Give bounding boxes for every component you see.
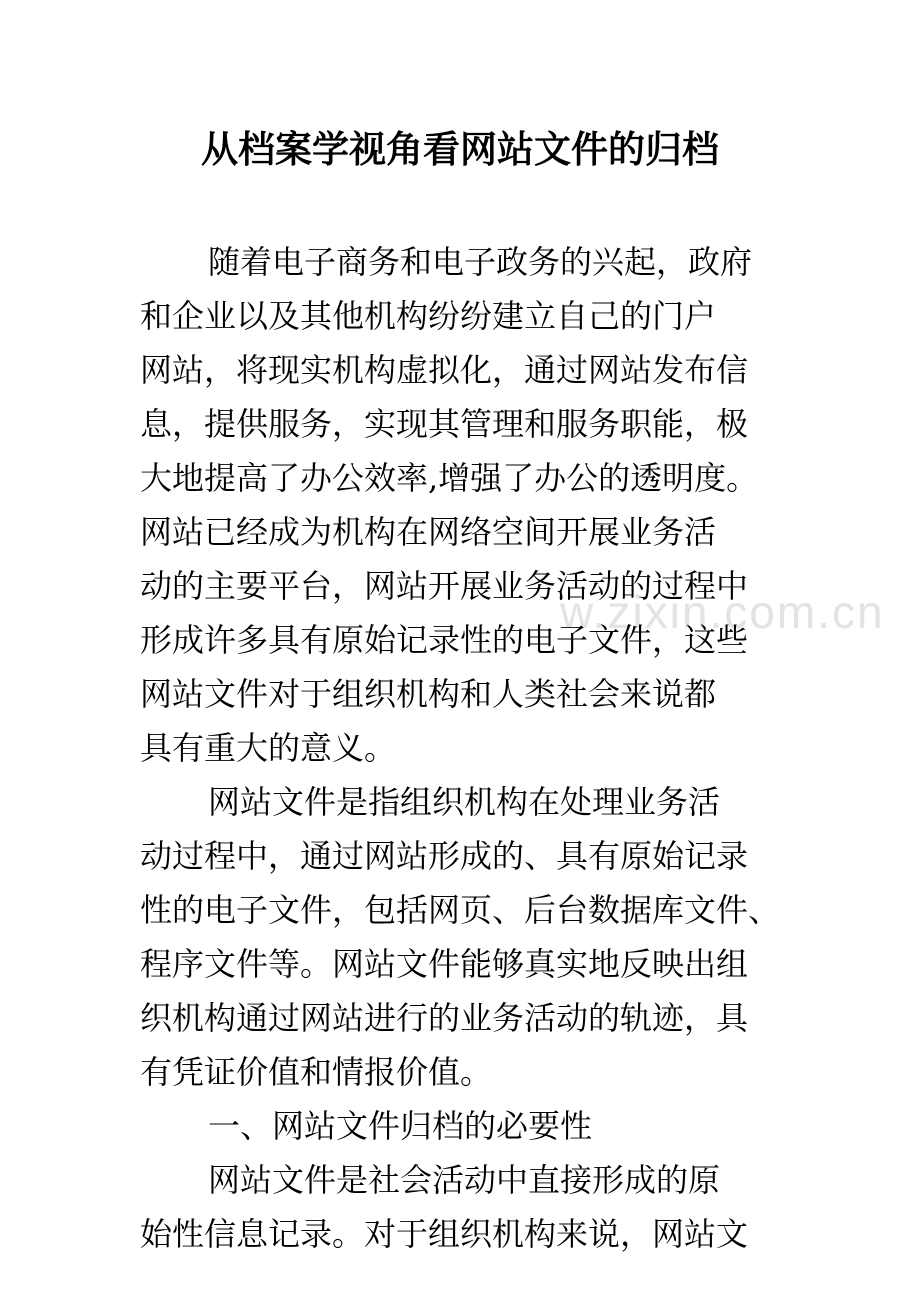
document-title: 从档案学视角看网站文件的归档 [201, 127, 719, 171]
paragraph-3-line-1: 网站文件是社会活动中直接形成的原 [208, 1161, 721, 1199]
paragraph-1-line-9: 网站文件对于组织机构和人类社会来说都 [140, 675, 717, 713]
paragraph-2-line-6: 有凭证价值和情报价值。 [140, 1053, 493, 1091]
paragraph-1-line-10: 具有重大的意义。 [140, 729, 397, 767]
paragraph-2-line-2: 动过程中，通过网站形成的、具有原始记录 [140, 837, 749, 875]
paragraph-3-line-2: 始性信息记录。对于组织机构来说，网站文 [140, 1215, 749, 1253]
paragraph-1-line-4: 息，提供服务，实现其管理和服务职能，极 [140, 405, 749, 443]
paragraph-1-line-1: 随着电子商务和电子政务的兴起，政府 [208, 243, 753, 281]
paragraph-2-line-5: 织机构通过网站进行的业务活动的轨迹，具 [140, 999, 749, 1037]
section-heading: 一、网站文件归档的必要性 [208, 1107, 593, 1145]
paragraph-1-line-7: 动的主要平台，网站开展业务活动的过程中 [140, 567, 749, 605]
paragraph-1-line-3: 网站，将现实机构虚拟化，通过网站发布信 [140, 351, 749, 389]
paragraph-2-line-3: 性的电子文件，包括网页、后台数据库文件、 [140, 891, 781, 929]
paragraph-2-line-1: 网站文件是指组织机构在处理业务活 [208, 783, 721, 821]
paragraph-1-line-2: 和企业以及其他机构纷纷建立自己的门户 [140, 297, 717, 335]
paragraph-1-line-6: 网站已经成为机构在网络空间开展业务活 [140, 513, 717, 551]
paragraph-1-line-5: 大地提高了办公效率,增强了办公的透明度。 [140, 459, 759, 497]
watermark: w.zixin.com.cn [560, 586, 885, 638]
paragraph-2-line-4: 程序文件等。网站文件能够真实地反映出组 [140, 945, 749, 983]
paragraph-1-line-8: 形成许多具有原始记录性的电子文件，这些 [140, 621, 749, 659]
